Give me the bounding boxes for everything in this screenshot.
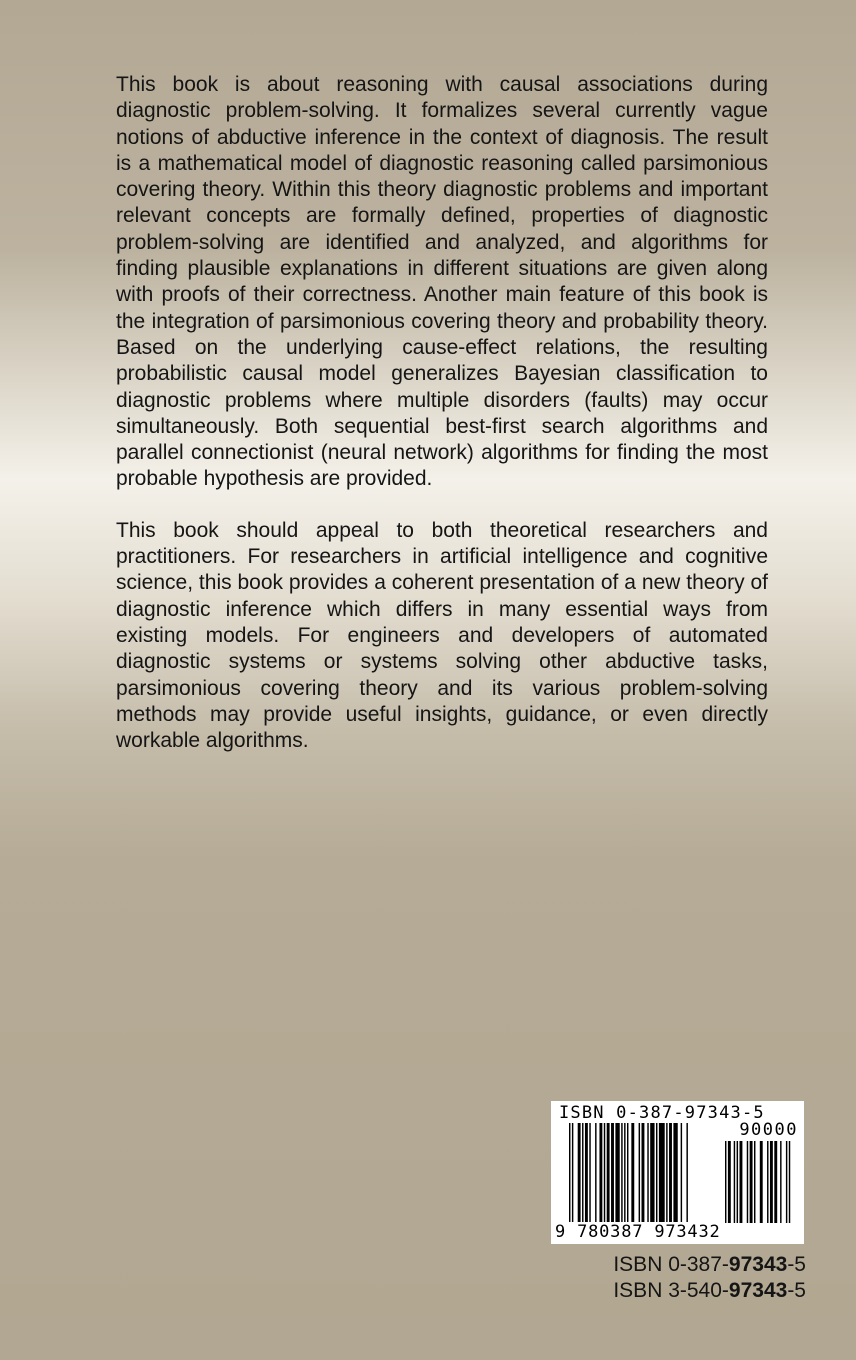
barcode-bar <box>631 1123 634 1223</box>
barcode-main-bars <box>569 1123 719 1223</box>
barcode-bar <box>786 1141 787 1223</box>
barcode-bar <box>624 1123 625 1223</box>
isbn-suffix: -5 <box>787 1279 806 1302</box>
barcode-bar <box>585 1123 588 1223</box>
barcode-bar <box>740 1141 743 1223</box>
barcode-bar <box>611 1123 614 1223</box>
barcode-bar <box>780 1141 781 1223</box>
barcode-bar <box>666 1123 667 1223</box>
isbn-suffix: -5 <box>787 1253 806 1276</box>
barcode-bar <box>681 1123 682 1223</box>
barcode-bar <box>607 1123 610 1223</box>
isbn-barcode <box>551 1101 804 1244</box>
barcode-bar <box>578 1123 581 1223</box>
barcode-bar <box>642 1123 645 1223</box>
isbn-prefix: ISBN 3-540- <box>613 1279 729 1302</box>
barcode-bar <box>767 1141 768 1223</box>
barcode-ean-digits: 9 780387 973432 <box>555 1222 721 1242</box>
isbn-line-1 <box>613 1252 806 1278</box>
barcode-bar <box>595 1123 596 1223</box>
barcode-bar <box>734 1141 735 1223</box>
barcode-bar <box>760 1141 763 1223</box>
barcode-bar <box>659 1123 665 1223</box>
barcode-bar <box>673 1123 677 1223</box>
barcode-bar <box>650 1123 654 1223</box>
barcode-bar <box>621 1123 622 1223</box>
barcode-bar <box>639 1123 640 1223</box>
barcode-bar <box>572 1123 573 1223</box>
barcode-bar <box>599 1123 602 1223</box>
barcode-bar <box>728 1141 731 1223</box>
barcode-bar <box>789 1141 790 1223</box>
barcode-isbn-text: ISBN 0-387-97343-5 <box>559 1103 765 1123</box>
barcode-bar <box>747 1141 748 1223</box>
barcode-bar <box>750 1141 753 1223</box>
barcode-bar <box>754 1141 755 1223</box>
barcode-bar <box>770 1141 773 1223</box>
barcode-bar <box>582 1123 583 1223</box>
barcode-bar <box>604 1123 605 1223</box>
barcode-bar <box>669 1123 672 1223</box>
back-cover-text <box>116 72 768 779</box>
isbn-list <box>613 1252 806 1304</box>
barcode-addon-bars <box>725 1141 795 1223</box>
barcode-bar <box>615 1123 619 1223</box>
isbn-prefix: ISBN 0-387- <box>613 1253 729 1276</box>
barcode-addon-digits: 90000 <box>739 1120 798 1140</box>
isbn-bold-part: 97343 <box>728 1253 788 1276</box>
barcode-bar <box>656 1123 657 1223</box>
isbn-line-2 <box>613 1278 806 1304</box>
isbn-bold-part: 97343 <box>728 1279 788 1302</box>
barcode-bar <box>569 1123 570 1223</box>
barcode-bar <box>774 1141 777 1223</box>
barcode-bar <box>647 1123 648 1223</box>
description-paragraph-2: This book should appeal to both theoretical researchers and practitioners. For researchers in artificial intelligence and cognitive science, this book provides a coherent presentation of a new theory of diagnostic inference which differs in many essential ways from existing models. For engineers and developers of automated diagnostic systems or systems solving other abductive tasks, parsimonious covering theory and its various problem-solving methods may provide useful insights, guidance, or even directly workable algorithms. <box>116 518 768 753</box>
barcode-bar <box>725 1141 726 1223</box>
description-paragraph-1: This book is about reasoning with causal associations during diagnostic problem-solving. It formalizes several currently vague notions of abductive inference in the context of diagnosis. The result is a mathematical model of diagnostic reasoning called parsimonious covering theory. Within this theory diagnostic problems and important relevant concepts are formally defined, properties of diagnostic problem-solving are identified and analyzed, and algorithms for finding plausible explanations in different situations are given along with proofs of their correctness. Another main feature of this book is the integration of parsimonious covering theory and probability theory. Based on the underlying cause-effect relations, the resulting probabilistic causal model generalizes Bayesian classification to diagnostic problems where multiple disorders (faults) may occur simultaneously. Both sequential best-first search algorithms and parallel connectionist (neural network) algorithms for finding the most probable hypothesis are provided. <box>116 73 768 491</box>
barcode-bar <box>686 1123 687 1223</box>
barcode-bar <box>737 1141 738 1223</box>
barcode-bar <box>589 1123 590 1223</box>
barcode-bar <box>627 1123 628 1223</box>
